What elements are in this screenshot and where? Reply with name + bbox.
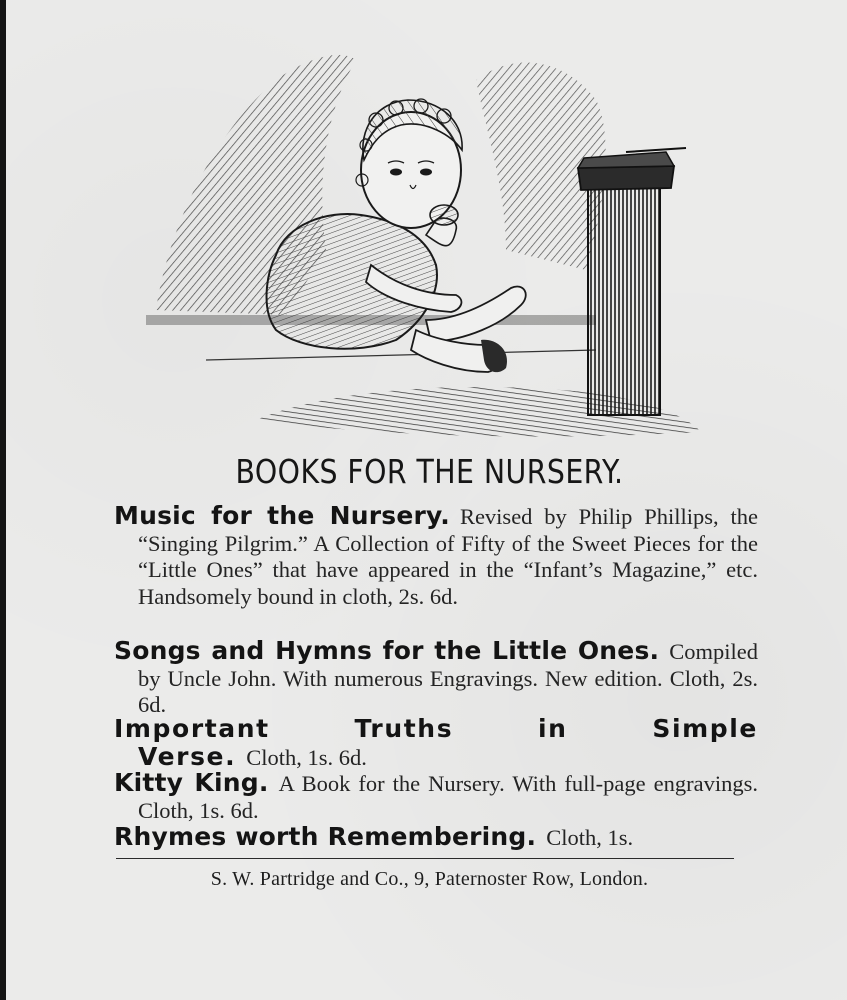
book-title: Important Truths in Simple Verse. xyxy=(114,714,758,771)
book-title: Kitty King. xyxy=(114,768,269,797)
book-description: Compiled by Uncle John. With numerous Engravings. New edition. Cloth, 2s. 6d. xyxy=(138,639,758,718)
book-description: Revised by Philip Phillips, the “Singing Pilgrim.” A Collection of Fifty of the Sweet Pieces for the “Little Ones” that have appeared in the “Infant’s Magazine,” etc. Handsomely bound in cloth, 2s. 6d. xyxy=(138,504,758,609)
page-heading: BOOKS FOR THE NURSERY. xyxy=(235,452,624,491)
book-description: A Book for the Nursery. With full-page engravings. Cloth, 1s. 6d. xyxy=(138,771,758,823)
book-description: Cloth, 1s. xyxy=(546,825,634,850)
book-entry-rhymes-worth-remembering xyxy=(114,824,758,852)
book-entry-kitty-king xyxy=(114,770,758,824)
baby-engraving-illustration xyxy=(126,20,726,450)
divider-rule xyxy=(116,858,734,859)
publisher-imprint: S. W. Partridge and Co., 9, Paternoster Row, London. xyxy=(210,868,649,890)
book-description: Cloth, 1s. 6d. xyxy=(246,744,367,770)
book-title: Rhymes worth Remembering. xyxy=(114,822,537,851)
book-entry-important-truths xyxy=(114,716,758,771)
book-entry-music-for-the-nursery xyxy=(114,503,758,610)
book-title: Songs and Hymns for the Little Ones. xyxy=(114,636,660,665)
advertisement-page xyxy=(6,0,847,1000)
book-title: Music for the Nursery. xyxy=(114,501,450,530)
book-entry-songs-and-hymns xyxy=(114,638,758,719)
